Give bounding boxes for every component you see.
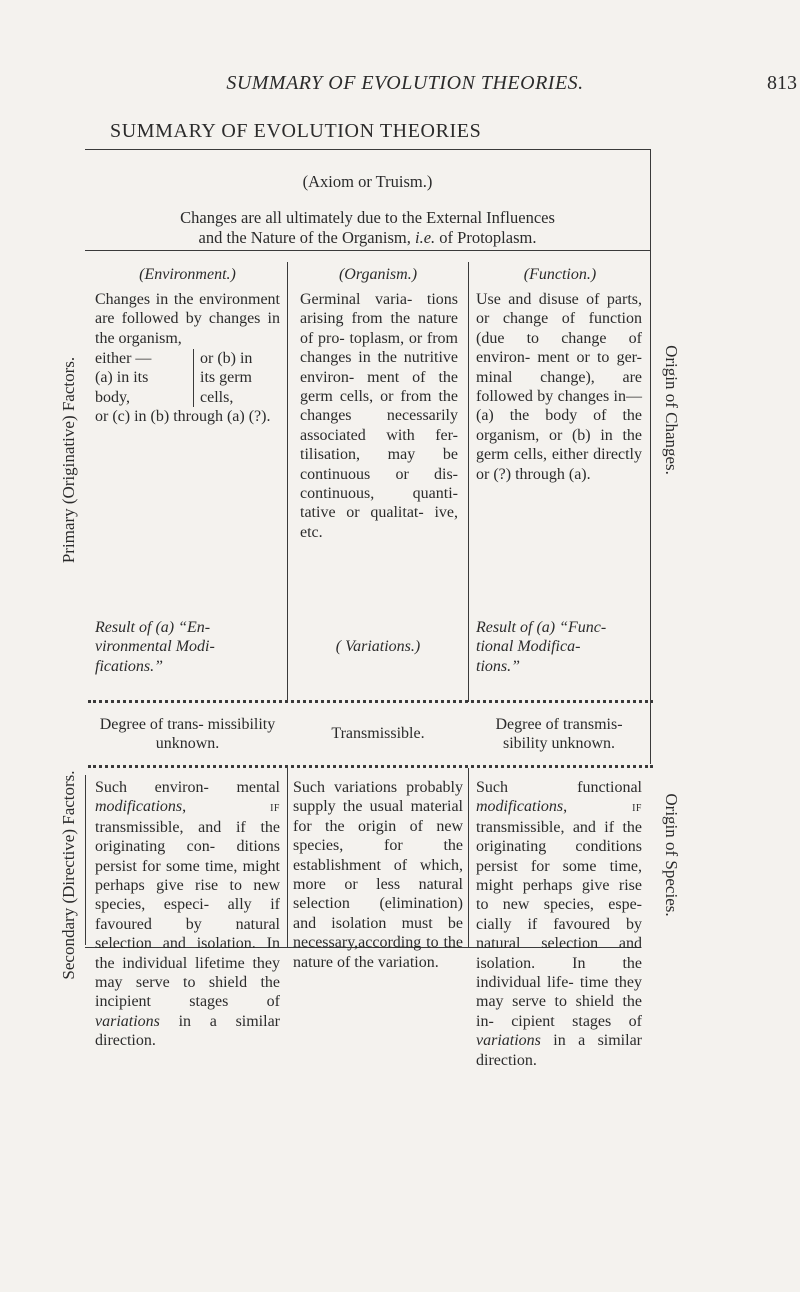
function-secondary: Such functional modifications, if transmissible, and if the originating conditions persist for some time, might perhaps give rise to new species, espe- cially if favoured by natural selection and isolation. In the individual life- time they may serve to shield the in- cipient stages of variations in a similar direction. [476, 779, 642, 1069]
environment-intro: Changes in the environment are followed by changes in the organism, [95, 291, 280, 347]
environment-either-split: either — (a) in its body, or (b) in its germ cells, [95, 349, 280, 407]
origin-of-changes-label: Origin of Changes. [662, 345, 681, 475]
column-divider-2b [468, 768, 469, 948]
environment-secondary: Such environ- mental modifications, if transmissible, and if the originating con- ditions persist for some time, might perhaps give rise to new species, especi- ally if favoured by natural selection and isolation. In the individual lifetime they may serve to shield the incipient stages of variations in a similar direction. [95, 779, 280, 1050]
table-right-border [650, 149, 651, 764]
function-result: Result of (a) “Func- tional Modifica- tions.” [476, 619, 607, 675]
organism-secondary: Such variations probably supply the usual material for the origin of new species, for the establishment of which, more or less natural selection (elimination) and isolation must be necessary,according to the nature of the variation. [293, 779, 463, 971]
environment-tail: or (c) in (b) through (a) (?). [95, 408, 271, 425]
axiom-label: (Axiom or Truism.) [302, 172, 433, 191]
organism-transmissibility: Transmissible. [331, 725, 425, 742]
environment-heading: (Environment.) [139, 266, 236, 283]
column-divider-1b [287, 768, 288, 948]
section-title: SUMMARY OF EVOLUTION THEORIES [110, 120, 482, 142]
organism-result: ( Variations.) [335, 638, 421, 655]
environment-transmissibility: Degree of trans- missibility unknown. [99, 716, 276, 753]
environment-result: Result of (a) “En- vironmental Modi- fications.” [95, 619, 215, 675]
axiom-line-2: and the Nature of the Organism, i.e. of Protoplasm. [198, 228, 537, 247]
axiom-statement [85, 208, 650, 248]
function-body: Use and disuse of parts, or change of function (due to change of environ- ment or to ger- minal change), are followed by changes in—(a) the body of the organism, or (b) in the germ cells, either directly or (?) through (a). [476, 291, 642, 483]
table-left-border [85, 775, 86, 945]
organism-heading: (Organism.) [338, 266, 418, 283]
dotted-rule-top [88, 700, 653, 703]
page-number: 813 [767, 72, 797, 94]
running-title: SUMMARY OF EVOLUTION THEORIES. [226, 72, 584, 94]
table-top-rule [85, 149, 650, 150]
dotted-rule-bottom [88, 765, 653, 768]
axiom-bottom-rule [85, 250, 650, 251]
organism-body: Germinal varia- tions arising from the nature of pro- toplasm, or from changes in the nutritive environ- ment of the germ cells, or from the changes necessarily associated with fer- tilisation, may be continuous or dis- continuous, quanti- tative or qualitat- ive, etc. [300, 291, 458, 541]
axiom-line-1: Changes are all ultimately due to the External Influences [180, 208, 555, 227]
origin-of-species-label: Origin of Species. [662, 793, 681, 917]
function-transmissibility: Degree of transmis- sibility unknown. [495, 716, 623, 753]
primary-factors-label: Primary (Originative) Factors. [59, 356, 78, 564]
column-divider-1 [287, 262, 288, 702]
function-heading: (Function.) [523, 266, 597, 283]
secondary-factors-label: Secondary (Directive) Factors. [59, 770, 78, 980]
column-divider-2 [468, 262, 469, 702]
